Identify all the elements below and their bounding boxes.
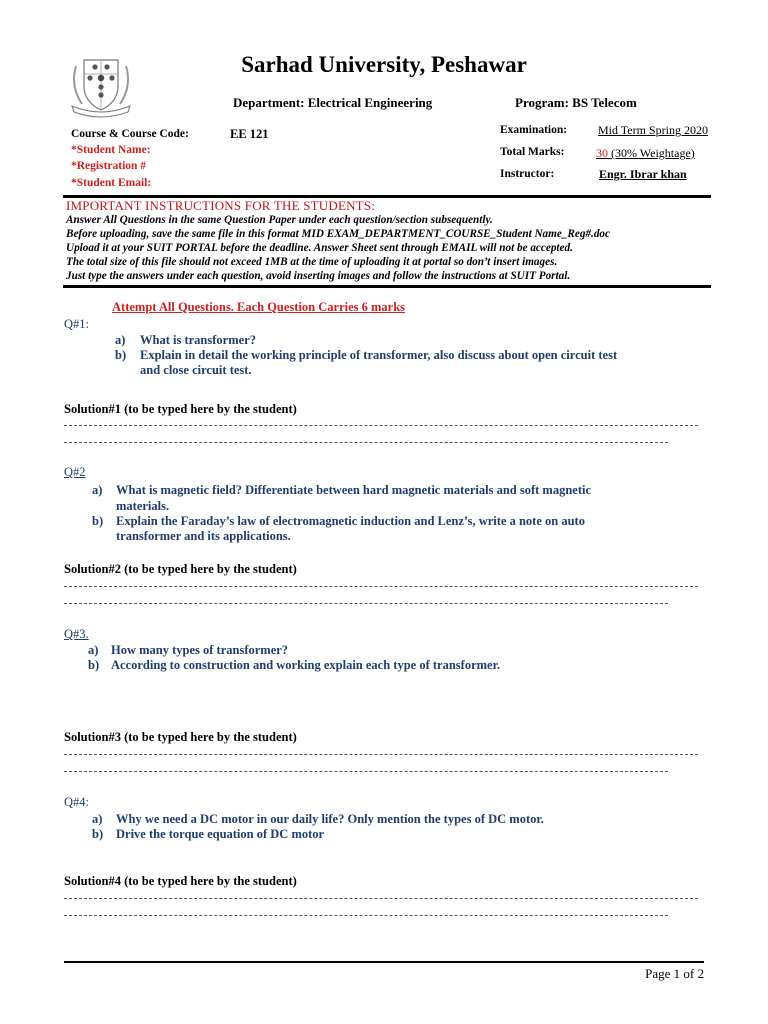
page-number: Page 1 of 2 <box>645 966 704 981</box>
student-email-field[interactable]: *Student Email: <box>71 177 152 189</box>
instructions-heading: IMPORTANT INSTRUCTIONS FOR THE STUDENTS: <box>66 198 376 213</box>
question-part-text-cont: and close circuit test. <box>140 363 252 377</box>
solution-heading: Solution#3 (to be typed here by the student) <box>64 730 297 744</box>
question-part-text: Why we need a DC motor in our daily life? Only mention the types of DC motor. <box>116 812 544 826</box>
question-part-text: Explain the Faraday’s law of electromagnetic induction and Lenz’s, write a note on auto <box>116 514 585 528</box>
instructor-value: Engr. Ibrar khan <box>599 167 687 181</box>
question-label: Q#4: <box>64 795 89 809</box>
registration-field[interactable]: *Registration # <box>71 160 147 172</box>
question-label: Q#1: <box>64 317 89 331</box>
answer-line[interactable] <box>64 915 668 916</box>
question-part-text-cont: materials. <box>116 499 170 513</box>
total-marks-weight: (30% Weightage) <box>611 146 695 160</box>
question-part-marker: a) <box>92 483 103 497</box>
question-part-marker: b) <box>92 827 104 841</box>
examination-label: Examination: <box>500 124 568 136</box>
department-label: Department: Electrical Engineering <box>233 95 433 110</box>
question-part-marker: b) <box>92 514 104 528</box>
total-marks-label: Total Marks: <box>500 146 565 158</box>
question-part-marker: b) <box>88 658 100 672</box>
instruction-line: The total size of this file should not exceed 1MB at the time of uploading it at portal so don’t insert images. <box>66 256 558 268</box>
answer-line[interactable] <box>64 425 698 426</box>
attempt-note: Attempt All Questions. Each Question Carries 6 marks <box>112 300 406 314</box>
instruction-line: Answer All Questions in the same Question Paper under each question/section subsequently. <box>66 214 493 226</box>
question-part-marker: a) <box>115 333 126 347</box>
examination-value: Mid Term Spring 2020 <box>598 123 708 137</box>
question-label: Q#2 <box>64 465 86 479</box>
course-code-value: EE 121 <box>230 127 269 141</box>
question-part-text-cont: transformer and its applications. <box>116 529 291 543</box>
question-part-text: Explain in detail the working principle of transformer, also discuss about open circuit test <box>140 348 618 362</box>
answer-line[interactable] <box>64 771 668 772</box>
question-part-marker: a) <box>88 643 99 657</box>
instruction-line: Upload it at your SUIT PORTAL before the deadline. Answer Sheet sent through EMAIL will not be accepted. <box>66 242 573 254</box>
student-name-field[interactable]: *Student Name: <box>71 144 151 156</box>
question-part-text: What is magnetic field? Differentiate between hard magnetic materials and soft magnetic <box>116 483 592 497</box>
answer-line[interactable] <box>64 442 668 443</box>
instructions-divider <box>63 285 711 288</box>
solution-heading: Solution#1 (to be typed here by the student) <box>64 402 297 416</box>
footer-divider <box>64 961 704 963</box>
university-title: Sarhad University, Peshawar <box>241 52 527 77</box>
instruction-line: Before uploading, save the same file in this format MID EXAM_DEPARTMENT_COURSE_Student Name_Reg#.doc <box>66 228 610 240</box>
question-part-marker: b) <box>115 348 127 362</box>
question-part-text: What is transformer? <box>140 333 256 347</box>
question-part-text: Drive the torque equation of DC motor <box>116 827 325 841</box>
answer-line[interactable] <box>64 586 698 587</box>
answer-line[interactable] <box>64 603 668 604</box>
course-code-label: Course & Course Code: <box>71 128 189 140</box>
solution-heading: Solution#2 (to be typed here by the student) <box>64 562 297 576</box>
answer-line[interactable] <box>64 754 698 755</box>
program-label: Program: BS Telecom <box>515 95 637 110</box>
question-label: Q#3. <box>64 627 89 641</box>
question-part-text: According to construction and working explain each type of transformer. <box>111 658 501 672</box>
question-part-marker: a) <box>92 812 103 826</box>
instructor-label: Instructor: <box>500 168 555 180</box>
instruction-line: Just type the answers under each question, avoid inserting images and follow the instructions at SUIT Portal. <box>66 270 571 282</box>
total-marks-value: 30 <box>596 146 608 160</box>
solution-heading: Solution#4 (to be typed here by the student) <box>64 874 297 888</box>
answer-line[interactable] <box>64 898 698 899</box>
question-part-text: How many types of transformer? <box>111 643 289 657</box>
